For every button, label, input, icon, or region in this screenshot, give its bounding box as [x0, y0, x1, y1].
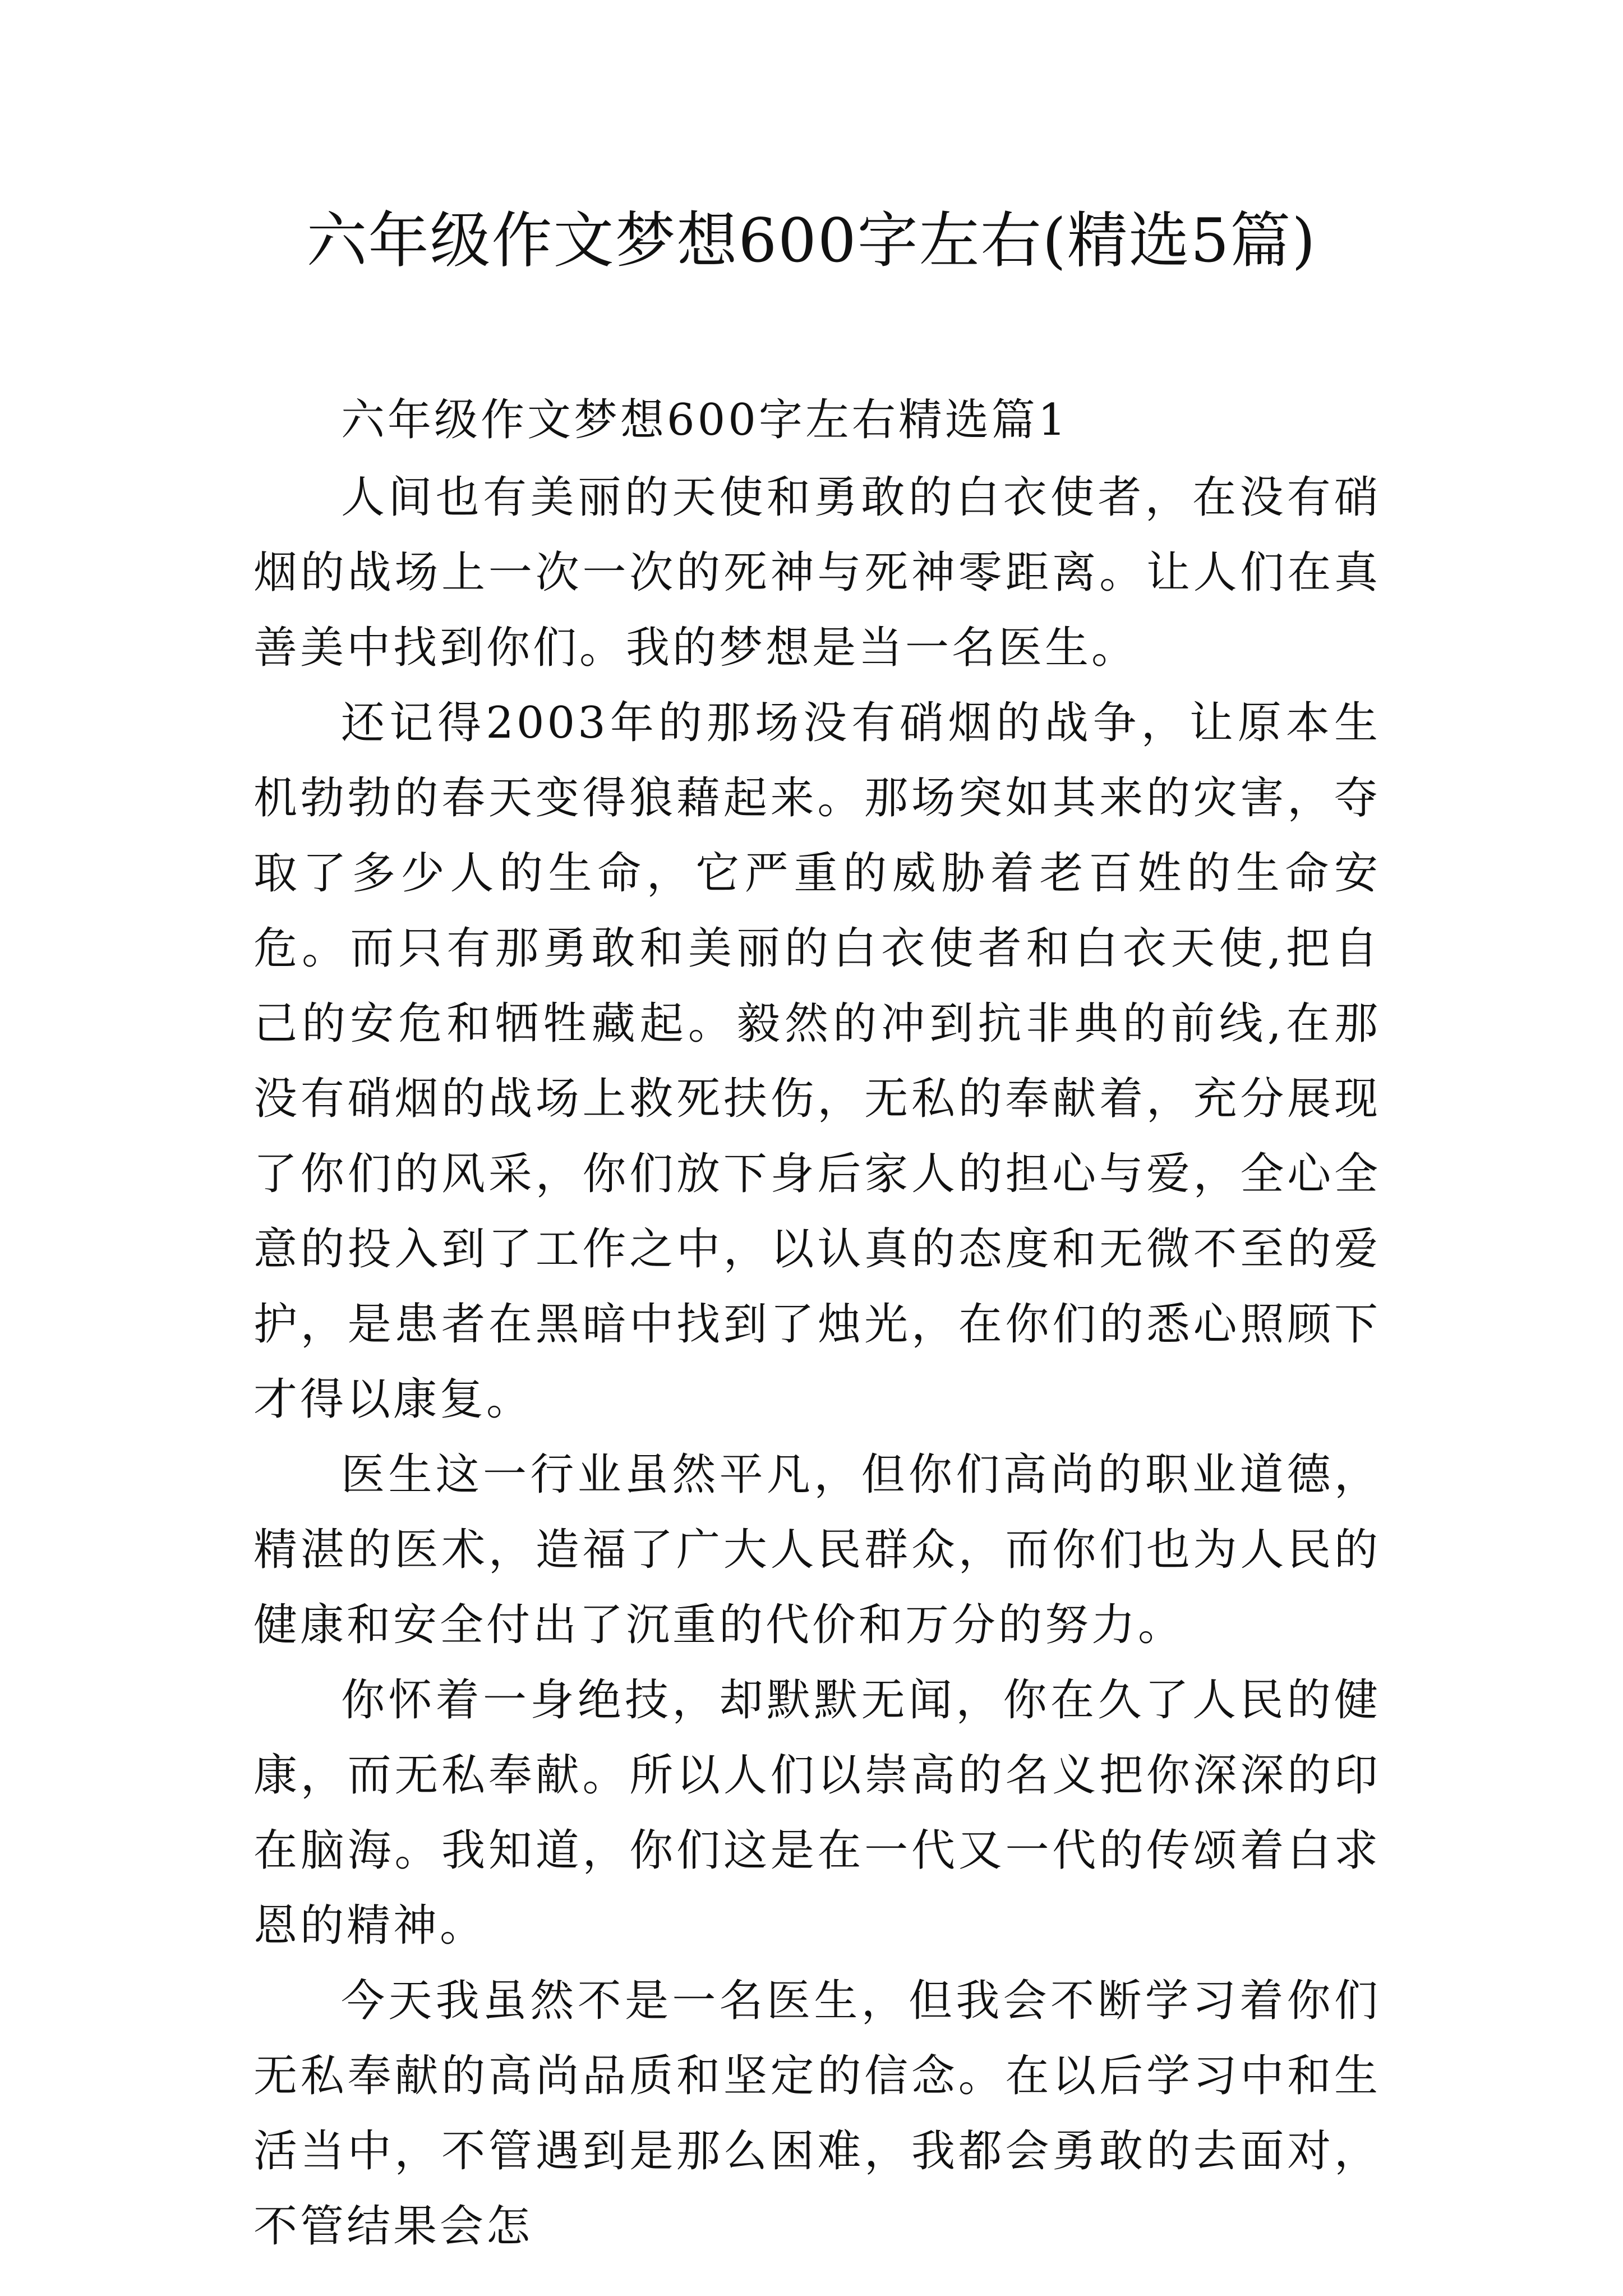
paragraph-1: 人间也有美丽的天使和勇敢的白衣使者，在没有硝烟的战场上一次一次的死神与死神零距离。让人们在真善美中找到你们。我的梦想是当一名医生。 — [253, 472, 1381, 673]
section-heading: 六年级作文梦想600字左右精选篇1 — [341, 395, 1069, 445]
document-body — [253, 383, 1381, 2264]
paragraph-4: 你怀着一身绝技，却默默无闻，你在久了人民的健康，而无私奉献。所以人们以崇高的名义把你深深的印在脑海。我知道，你们这是在一代又一代的传颂着白求恩的精神。 — [253, 1675, 1381, 1951]
paragraph-3: 医生这一行业虽然平凡，但你们高尚的职业道德，精湛的医术，造福了广大人民群众，而你们也为人民的健康和安全付出了沉重的代价和万分的努力。 — [253, 1450, 1381, 1650]
paragraph-5: 今天我虽然不是一名医生，但我会不断学习着你们无私奉献的高尚品质和坚定的信念。在以后学习中和生活当中，不管遇到是那么困难，我都会勇敢的去面对，不管结果会怎 — [253, 1976, 1381, 2252]
document-title: 六年级作文梦想600字左右(精选5篇) — [306, 206, 1317, 276]
paragraph-2: 还记得2003年的那场没有硝烟的战争，让原本生机勃勃的春天变得狼藉起来。那场突如其来的灾害，夺取了多少人的生命，它严重的威胁着老百姓的生命安危。而只有那勇敢和美丽的白衣使者和白衣天使,把自己的安危和牺牲藏起。毅然的冲到抗非典的前线,在那没有硝烟的战场上救死扶伤，无私的奉献着，充分展现了你们的风采，你们放下身后家人的担心与爱，全心全意的投入到了工作之中，以认真的态度和无微不至的爱护，是患者在黑暗中找到了烛光，在你们的悉心照顾下才得以康复。 — [253, 698, 1381, 1425]
